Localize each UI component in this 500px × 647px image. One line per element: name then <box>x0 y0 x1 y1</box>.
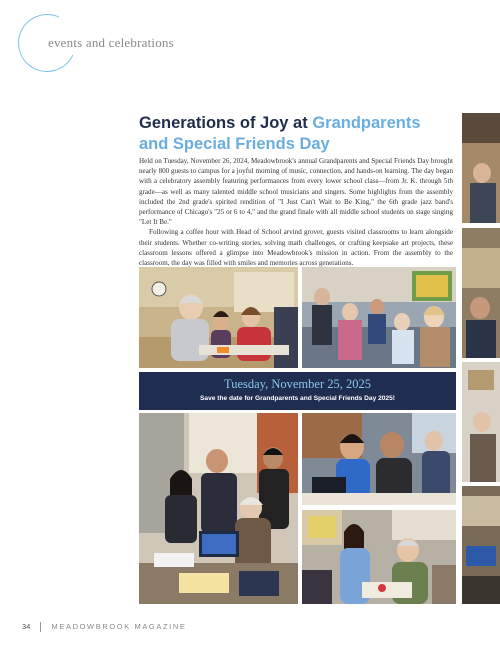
body-paragraph-2: Following a coffee hour with Head of School arvind grover, guests visited classrooms to learn alongside their students. Whether co-writing stories, solving math challenges, or crafting keepsake art projects, these classroom lessons offered a glimpse into Meadowbrook's mission in action. From the assembly to the classroom, the day was filled with smiles and memories across generations. <box>139 228 453 268</box>
photo-grandfather-child-classroom <box>139 267 298 368</box>
save-the-date-banner <box>139 372 456 410</box>
body-paragraph-1: Held on Tuesday, November 26, 2024, Meadowbrook's annual Grandparents and Special Friends Day brought nearly 800 guests to campus for a joyful morning of music, connection, and hands-on learning. The day began with a celebratory assembly featuring performances from every lower school class—from Jr. K. through 5th grade—as well as many talented middle school musicians and singers. Some highlights from the assembly included the 2nd grade's spirited rendition of "I Just Can't Wait to Be King," the 6th grade jazz band's performance of Chicago's "25 or 6 to 4," and the grand finale with all middle school students on stage singing "Let It Be." <box>139 157 453 227</box>
magazine-name: MEADOWBROOK MAGAZINE <box>51 622 187 631</box>
photo-grandfather-girl-crafting <box>302 510 456 604</box>
banner-subtitle: Save the date for Grandparents and Special Friends Day 2025! <box>200 395 395 402</box>
banner-date: Tuesday, November 25, 2025 <box>224 377 371 391</box>
photo-boy-grandfather-laptop <box>302 413 456 505</box>
photo-edge-crop-bottom <box>462 486 500 604</box>
section-label: events and celebrations <box>48 35 174 50</box>
footer-divider <box>40 622 41 632</box>
photo-edge-crop-middle <box>462 228 500 358</box>
photo-edge-crop-top <box>462 113 500 223</box>
page-footer <box>22 622 186 632</box>
photo-edge-crop-lower <box>462 362 500 482</box>
photo-family-laptop <box>139 413 298 604</box>
headline-part-2: Grandparents and Special Friends Day <box>139 114 421 153</box>
page-number: 34 <box>22 622 31 631</box>
photo-classroom-crowd <box>302 267 456 368</box>
headline-part-1: Generations of Joy at <box>139 114 308 132</box>
article-headline <box>139 113 429 155</box>
article-body <box>139 156 453 268</box>
